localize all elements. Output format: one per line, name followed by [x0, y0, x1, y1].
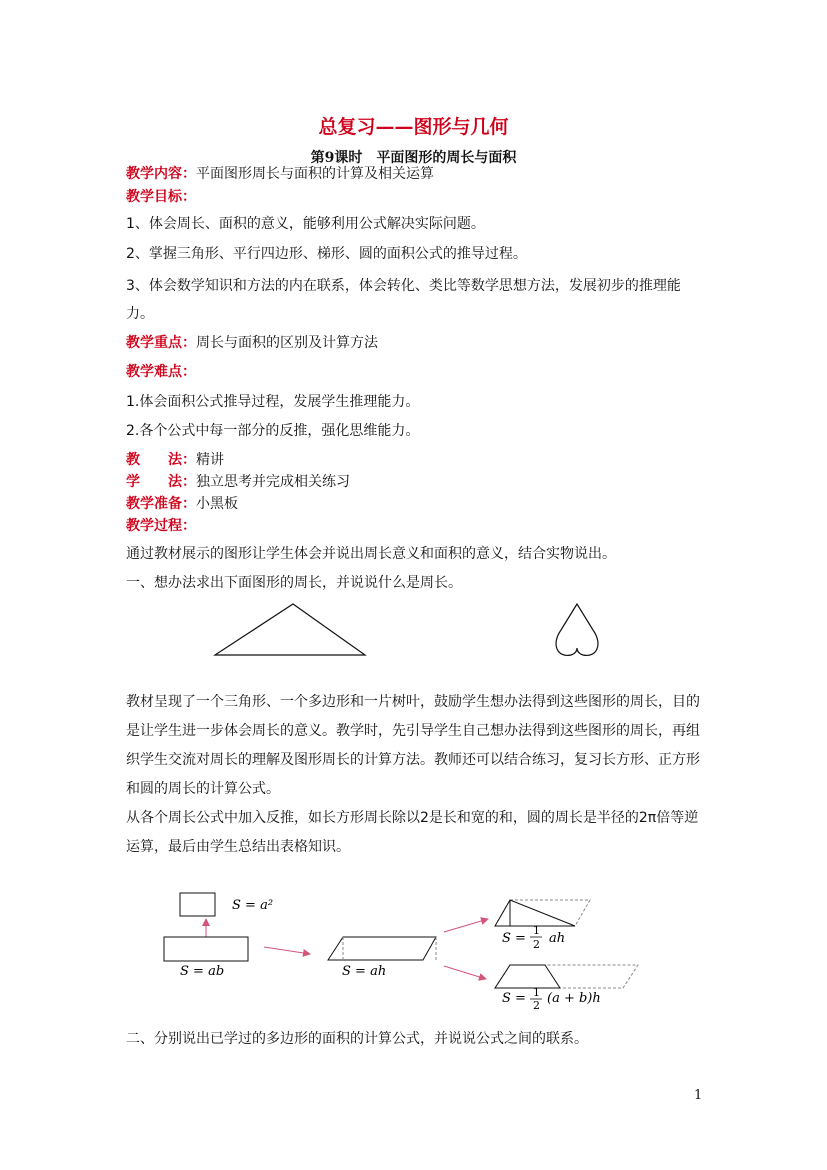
prep-line	[126, 494, 238, 514]
content-text: 平面图形周长与面积的计算及相关运算	[196, 166, 434, 182]
square-shape	[180, 893, 215, 916]
half-denominator: 2	[533, 938, 540, 951]
triangle-formula-suffix: ah	[549, 931, 566, 946]
difficulty-item: 2.各个公式中每一部分的反推，强化思维能力。	[126, 423, 420, 439]
page-number: 1	[694, 1088, 703, 1103]
goal-item: 2、掌握三角形、平行四边形、梯形、圆的面积公式的推导过程。	[126, 246, 527, 262]
part-two-heading: 二、分别说出已学过的多边形的面积的计算公式，并说说公式之间的联系。	[126, 1031, 588, 1047]
goals-label: 教学目标：	[126, 189, 196, 205]
goal-item: 1、体会周长、面积的意义，能够利用公式解决实际问题。	[126, 216, 485, 232]
content-label: 教学内容：	[126, 166, 196, 182]
half-denominator: 2	[533, 999, 540, 1012]
rectangle-formula: S = ab	[180, 964, 225, 979]
arrow-upper	[444, 919, 488, 932]
document-title: 总复习——图形与几何	[318, 116, 509, 138]
prep-text: 小黑板	[196, 496, 238, 512]
goal-item: 力。	[126, 306, 154, 322]
trapezoid-formula-prefix: S =	[502, 991, 526, 1006]
parallelogram-formula: S = ah	[342, 964, 387, 979]
explanation-paragraph: 教材呈现了一个三角形、一个多边形和一片树叶，鼓励学生想办法得到这些图形的周长，目的是让学生进一步体会周长的意义。教学时，先引导学生自己想办法得到这些图形的周长，再组织学生交流对周长的理解及图形周长的计算方法。教师还可以结合练习，复习长方形、正方形和圆的周长的计算公式。	[126, 694, 700, 797]
key-text: 周长与面积的区别及计算方法	[196, 335, 378, 351]
trapezoid-shape	[495, 965, 560, 988]
arrow-right	[264, 947, 310, 954]
triangle-shape	[215, 604, 365, 655]
square-formula: S = a²	[232, 898, 274, 913]
inverse-paragraph: 从各个周长公式中加入反推，如长方形周长除以2是长和宽的和，圆的周长是半径的2π倍等逆运算，最后由学生总结出表格知识。	[126, 810, 699, 855]
triangle-formula-prefix: S =	[502, 931, 526, 946]
learn-method-line	[126, 472, 350, 492]
part-one-heading: 一、想办法求出下面图形的周长，并说说什么是周长。	[126, 575, 462, 591]
content-line	[126, 164, 434, 184]
half-numerator: 1	[533, 924, 540, 937]
teach-method-line	[126, 450, 224, 470]
learn-method-label: 学 法：	[126, 474, 196, 490]
area-derivation-diagram	[160, 876, 650, 1012]
process-label: 教学过程：	[126, 518, 196, 534]
difficulty-label: 教学难点：	[126, 364, 196, 380]
prep-label: 教学准备：	[126, 496, 196, 512]
triangle-area-shape	[495, 900, 575, 926]
arrow-lower	[444, 966, 486, 979]
perimeter-shapes	[205, 598, 625, 662]
key-label: 教学重点：	[126, 335, 196, 351]
intro-paragraph: 通过教材展示的图形让学生体会并说出周长意义和面积的意义，结合实物说出。	[126, 546, 616, 562]
teach-method-label: 教 法：	[126, 452, 196, 468]
lesson-subtitle: 第9课时 平面图形的周长与面积	[310, 150, 517, 166]
rectangle-shape	[164, 937, 248, 961]
key-point-line	[126, 333, 378, 353]
trapezoid-formula-suffix: (a + b)h	[547, 991, 601, 1006]
goal-item: 3、体会数学知识和方法的内在联系，体会转化、类比等数学思想方法，发展初步的推理能	[126, 278, 681, 294]
teach-method-text: 精讲	[196, 452, 224, 468]
leaf-shape	[556, 604, 598, 655]
learn-method-text: 独立思考并完成相关练习	[196, 474, 350, 490]
parallelogram-shape	[328, 937, 436, 960]
difficulty-item: 1.体会面积公式推导过程，发展学生推理能力。	[126, 394, 420, 410]
half-numerator: 1	[533, 986, 540, 999]
